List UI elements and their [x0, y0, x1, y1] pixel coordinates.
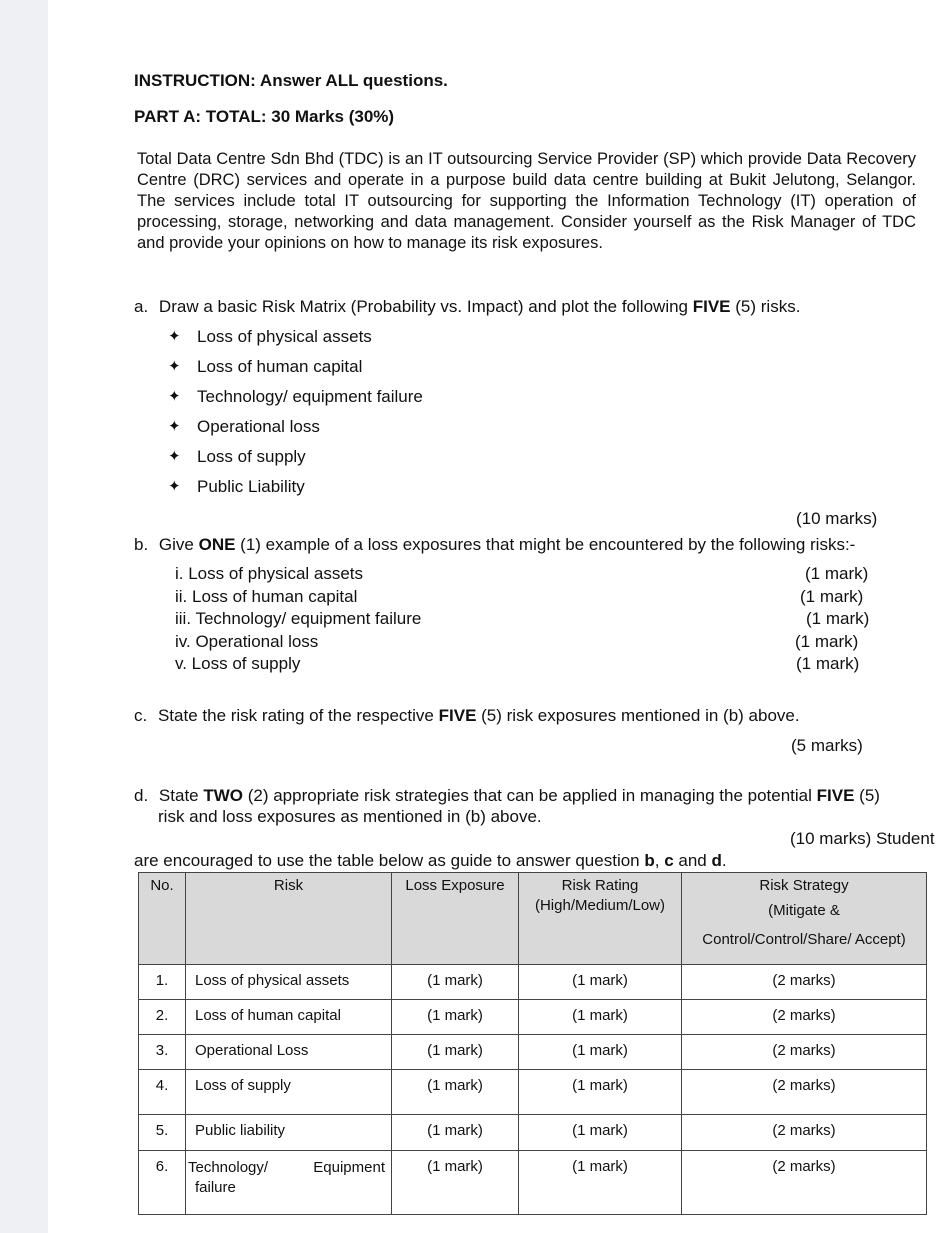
table-row	[139, 1035, 927, 1070]
list-item-label: Operational loss	[197, 417, 320, 436]
list-item-mark: (1 mark)	[800, 586, 864, 606]
cell-risk-rating: (1 mark)	[519, 1035, 682, 1070]
question-emphasis: TWO	[203, 786, 243, 805]
cell-loss-exposure: (1 mark)	[392, 1151, 519, 1215]
header-label: Risk Strategy	[759, 877, 849, 894]
cell-risk-strategy: (2 marks)	[682, 1115, 927, 1151]
question-emphasis: FIVE	[816, 786, 855, 805]
table-row	[139, 1151, 927, 1215]
list-item	[168, 476, 423, 506]
list-item-label: Loss of physical assets	[197, 327, 372, 346]
cell-no: 4.	[139, 1070, 186, 1115]
question-emphasis: ONE	[198, 535, 236, 554]
guide-text: are encouraged to use the table below as guide to answer question	[134, 851, 645, 870]
cell-loss-exposure: (1 mark)	[392, 965, 519, 1000]
question-text: State the risk rating of the respective	[157, 706, 439, 725]
question-d	[134, 786, 880, 806]
header-label: No.	[150, 877, 174, 894]
cell-risk-strategy: (2 marks)	[682, 1070, 927, 1115]
question-d-marks: (10 marks) Student	[790, 829, 935, 848]
header-label: Control/Control/Share/ Accept)	[702, 931, 906, 948]
page-margin	[0, 0, 48, 1233]
cell-risk-rating: (1 mark)	[519, 965, 682, 1000]
list-item-mark: (1 mark)	[805, 564, 869, 583]
question-text: Give	[158, 535, 199, 554]
list-item-label: ii. Loss of human capital	[175, 586, 358, 606]
list-item	[175, 563, 875, 586]
question-label: c.	[134, 706, 148, 725]
guide-text: and	[673, 851, 712, 870]
question-a-marks: (10 marks)	[796, 509, 878, 528]
cell-no: 3.	[139, 1035, 186, 1070]
guide-text: ,	[654, 851, 665, 870]
cell-no: 6.	[139, 1151, 186, 1215]
four-point-star-icon: ✦	[168, 328, 181, 345]
list-item	[168, 446, 423, 476]
question-emphasis: FIVE	[438, 706, 477, 725]
cell-loss-exposure: (1 mark)	[392, 1115, 519, 1151]
header-label: (High/Medium/Low)	[534, 897, 666, 914]
list-item	[175, 586, 875, 609]
cell-risk-word: failure	[195, 1179, 236, 1196]
list-item-label: Public Liability	[197, 477, 305, 496]
question-text: (2) appropriate risk strategies that can be applied in managing the potential	[243, 786, 817, 805]
four-point-star-icon: ✦	[168, 358, 181, 375]
cell-risk-rating: (1 mark)	[519, 1070, 682, 1115]
list-item	[168, 326, 423, 356]
cell-risk-word: Technology/	[188, 1159, 269, 1176]
list-item-mark: (1 mark)	[795, 631, 859, 651]
intro-paragraph: Total Data Centre Sdn Bhd (TDC) is an IT outsourcing Service Provider (SP) which provide Data Recovery Centre (DRC) services and operate in a purpose build data centre building at Bukit Jelutong, Selangor. The services include total IT outsourcing for supporting the Information Technology (IT) operation of processing, storage, networking and data management. Consider yourself as the Risk Manager of TDC and provide your opinions on how to manage its risk exposures.	[137, 150, 916, 252]
list-item	[168, 386, 423, 416]
cell-risk: Loss of supply	[186, 1070, 392, 1115]
question-d-line2: risk and loss exposures as mentioned in (b) above.	[158, 807, 542, 826]
four-point-star-icon: ✦	[168, 388, 181, 405]
four-point-star-icon: ✦	[168, 448, 181, 465]
list-item	[175, 631, 875, 654]
cell-loss-exposure: (1 mark)	[392, 1070, 519, 1115]
risk-guide-table	[138, 872, 927, 1215]
list-item-mark: (1 mark)	[796, 654, 860, 673]
list-item-label: i. Loss of physical assets	[175, 564, 364, 583]
four-point-star-icon: ✦	[168, 478, 181, 495]
cell-no: 5.	[139, 1115, 186, 1151]
risk-bullet-list	[168, 326, 423, 506]
cell-risk-word: Equipment	[313, 1159, 385, 1176]
guide-emphasis: c	[664, 851, 674, 870]
question-label: a.	[134, 297, 149, 316]
cell-risk-line	[188, 1158, 385, 1178]
table-row	[139, 1115, 927, 1151]
column-header-risk	[186, 873, 392, 965]
cell-risk-strategy: (2 marks)	[682, 1000, 927, 1035]
cell-risk-strategy: (2 marks)	[682, 965, 927, 1000]
cell-risk-strategy: (2 marks)	[682, 1151, 927, 1215]
question-c-marks: (5 marks)	[791, 736, 863, 755]
question-text: (5) risk exposures mentioned in (b) above.	[476, 706, 800, 725]
column-header-no	[139, 873, 186, 965]
part-a-heading: PART A: TOTAL: 30 Marks (30%)	[134, 107, 395, 126]
question-c	[134, 706, 800, 726]
question-label: d.	[134, 786, 149, 805]
list-item	[168, 416, 423, 446]
table-header-row	[139, 873, 927, 965]
question-text: State	[158, 786, 204, 805]
column-header-loss-exposure	[392, 873, 519, 965]
column-header-risk-rating	[519, 873, 682, 965]
header-label: Risk	[273, 877, 304, 894]
list-item-label: iii. Technology/ equipment failure	[175, 609, 422, 628]
cell-loss-exposure: (1 mark)	[392, 1000, 519, 1035]
cell-risk-rating: (1 mark)	[519, 1151, 682, 1215]
cell-risk	[186, 1151, 392, 1215]
cell-risk: Operational Loss	[186, 1035, 392, 1070]
list-item-label: Technology/ equipment failure	[197, 387, 423, 406]
table-guide-text	[134, 851, 727, 871]
question-b-items	[175, 563, 875, 676]
header-label: Risk Rating	[561, 877, 639, 894]
question-a	[134, 297, 800, 317]
cell-no: 1.	[139, 965, 186, 1000]
question-text: (1) example of a loss exposures that might be encountered by the following risks:-	[235, 535, 856, 554]
cell-risk: Loss of human capital	[186, 1000, 392, 1035]
list-item-label: Loss of supply	[197, 447, 306, 466]
cell-no: 2.	[139, 1000, 186, 1035]
instruction-heading: INSTRUCTION: Answer ALL questions.	[134, 71, 448, 90]
list-item	[175, 653, 875, 676]
header-label: Loss Exposure	[405, 877, 505, 894]
cell-risk: Loss of physical assets	[186, 965, 392, 1000]
list-item	[175, 608, 875, 631]
list-item	[168, 356, 423, 386]
question-text: Draw a basic Risk Matrix (Probability vs. Impact) and plot the following	[158, 297, 693, 316]
header-label: (Mitigate &	[768, 902, 840, 919]
question-text: (5) risks.	[730, 297, 801, 316]
list-item-label: v. Loss of supply	[175, 654, 301, 673]
question-label: b.	[134, 535, 149, 554]
question-b	[134, 535, 855, 555]
guide-emphasis: b	[644, 851, 655, 870]
table-row	[139, 1000, 927, 1035]
question-emphasis: FIVE	[692, 297, 731, 316]
cell-risk-rating: (1 mark)	[519, 1000, 682, 1035]
cell-risk-rating: (1 mark)	[519, 1115, 682, 1151]
list-item-label: iv. Operational loss	[175, 631, 319, 651]
column-header-risk-strategy	[682, 873, 927, 965]
four-point-star-icon: ✦	[168, 418, 181, 435]
table-row	[139, 965, 927, 1000]
guide-emphasis: d	[711, 851, 722, 870]
list-item-label: Loss of human capital	[197, 357, 363, 376]
cell-risk-strategy: (2 marks)	[682, 1035, 927, 1070]
question-text: (5)	[854, 786, 880, 805]
table-row	[139, 1070, 927, 1115]
guide-text: .	[721, 851, 727, 870]
cell-loss-exposure: (1 mark)	[392, 1035, 519, 1070]
cell-risk: Public liability	[186, 1115, 392, 1151]
list-item-mark: (1 mark)	[806, 609, 870, 628]
